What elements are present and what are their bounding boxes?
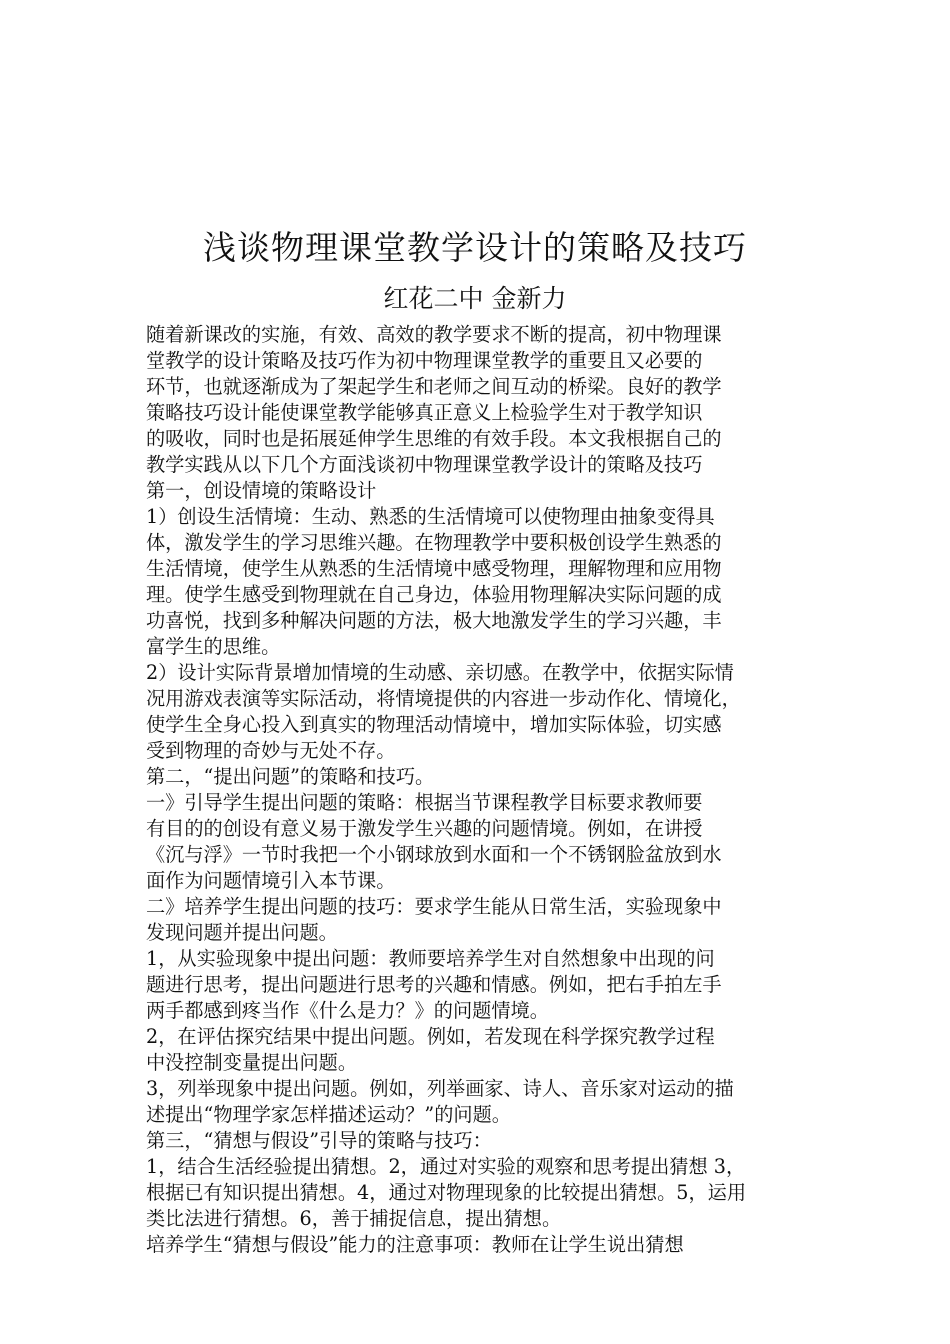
body-text-line: 类比法进行猜想。6，善于捕捉信息，提出猜想。 <box>146 1207 562 1230</box>
body-text-line: 策略技巧设计能使课堂教学能够真正意义上检验学生对于教学知识 <box>146 401 703 424</box>
body-text-line: 生活情境，使学生从熟悉的生活情境中感受物理，理解物理和应用物 <box>146 557 722 580</box>
body-text-line: 体，激发学生的学习思维兴趣。在物理教学中要积极创设学生熟悉的 <box>146 531 722 554</box>
body-text-line: 2）设计实际背景增加情境的生动感、亲切感。在教学中，依据实际情 <box>146 661 734 684</box>
body-text-line: 1）创设生活情境：生动、熟悉的生活情境可以使物理由抽象变得具 <box>146 505 715 528</box>
body-text-line: 的吸收，同时也是拓展延伸学生思维的有效手段。本文我根据自己的 <box>146 427 722 450</box>
body-text-line: 根据已有知识提出猜想。4，通过对物理现象的比较提出猜想。5，运用 <box>146 1181 747 1204</box>
body-text-line: 发现问题并提出问题。 <box>146 921 338 944</box>
body-text-line: 2，在评估探究结果中提出问题。例如，若发现在科学探究教学过程 <box>146 1025 715 1048</box>
body-text-line: 富学生的思维。 <box>146 635 281 658</box>
body-text-line: 3，列举现象中提出问题。例如，列举画家、诗人、音乐家对运动的描 <box>146 1077 734 1100</box>
document-title: 浅谈物理课堂教学设计的策略及技巧 <box>203 228 747 267</box>
document-author: 红花二中 金新力 <box>383 284 567 313</box>
body-text-line: 第一，创设情境的策略设计 <box>146 479 377 502</box>
body-text-line: 培养学生“猜想与假设”能力的注意事项：教师在让学生说出猜想 <box>146 1233 684 1256</box>
body-text-line: 面作为问题情境引入本节课。 <box>146 869 396 892</box>
document-body <box>146 322 826 1258</box>
body-text-line: 况用游戏表演等实际活动，将情境提供的内容进一步动作化、情境化， <box>146 687 741 710</box>
body-text-line: 理。使学生感受到物理就在自己身边，体验用物理解决实际问题的成 <box>146 583 722 606</box>
body-text-line: 二》培养学生提出问题的技巧：要求学生能从日常生活，实验现象中 <box>146 895 722 918</box>
body-text-line: 功喜悦，找到多种解决问题的方法，极大地激发学生的学习兴趣，丰 <box>146 609 722 632</box>
body-text-line: 《沉与浮》一节时我把一个小钢球放到水面和一个不锈钢脸盆放到水 <box>146 843 722 866</box>
body-text-line: 教学实践从以下几个方面浅谈初中物理课堂教学设计的策略及技巧 <box>146 453 703 476</box>
body-text-line: 堂教学的设计策略及技巧作为初中物理课堂教学的重要且又必要的 <box>146 349 703 372</box>
body-text-line: 中没控制变量提出问题。 <box>146 1051 358 1074</box>
body-text-line: 1，结合生活经验提出猜想。2，通过对实验的观察和思考提出猜想 3， <box>146 1155 746 1178</box>
body-text-line: 1，从实验现象中提出问题：教师要培养学生对自然想象中出现的问 <box>146 947 715 970</box>
body-text-line: 述提出“物理学家怎样描述运动？”的问题。 <box>146 1103 511 1126</box>
body-text-line: 随着新课改的实施，有效、高效的教学要求不断的提高，初中物理课 <box>146 323 722 346</box>
body-text-line: 两手都感到疼当作《什么是力？》的问题情境。 <box>146 999 549 1022</box>
body-text-line: 有目的的创设有意义易于激发学生兴趣的问题情境。例如，在讲授 <box>146 817 703 840</box>
body-text-line: 一》引导学生提出问题的策略：根据当节课程教学目标要求教师要 <box>146 791 703 814</box>
body-text-line: 第二，“提出问题”的策略和技巧。 <box>146 765 435 788</box>
body-text-line: 受到物理的奇妙与无处不存。 <box>146 739 396 762</box>
body-text-line: 环节，也就逐渐成为了架起学生和老师之间互动的桥梁。良好的教学 <box>146 375 722 398</box>
body-text-line: 题进行思考，提出问题进行思考的兴趣和情感。例如，把右手拍左手 <box>146 973 722 996</box>
body-text-line: 使学生全身心投入到真实的物理活动情境中，增加实际体验，切实感 <box>146 713 722 736</box>
body-text-line: 第三，“猜想与假设”引导的策略与技巧： <box>146 1129 492 1152</box>
